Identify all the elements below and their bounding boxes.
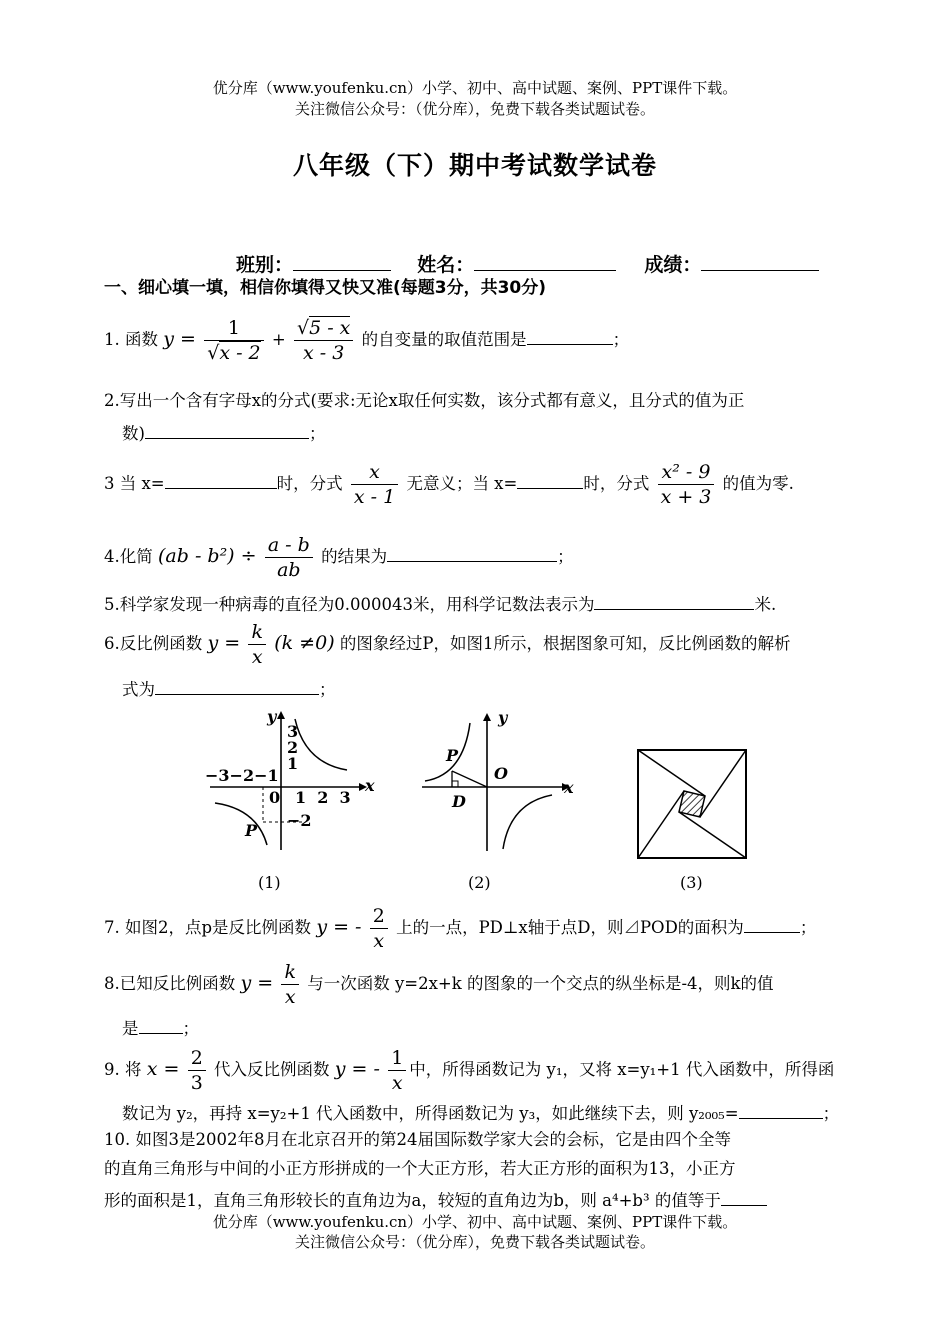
fig3-line-3 <box>679 812 746 858</box>
question-5 <box>104 591 776 616</box>
q9-x-eq: x = <box>146 1058 180 1080</box>
question-8 <box>104 960 774 1009</box>
header-line-1: 优分库（www.youfenku.cn）小学、初中、高中试题、案例、PPT课件下载。 <box>212 79 738 97</box>
class-blank[interactable] <box>293 248 391 271</box>
q1-plus: + <box>271 330 286 349</box>
fig1-origin: 0 <box>269 788 281 807</box>
fig1-y-arrow-icon <box>277 711 285 719</box>
fig1-y-tick-2: 2 <box>287 738 299 757</box>
q3-blank-2[interactable] <box>517 470 583 489</box>
q8-end: ； <box>182 1019 199 1038</box>
q1-suffix: 的自变量的取值范围是 <box>361 330 527 349</box>
q1-frac1-num: 1 <box>204 316 263 341</box>
figure-3-caption: (3) <box>680 873 703 892</box>
q4-frac-den: ab <box>277 559 301 581</box>
footer-line-1: 优分库（www.youfenku.cn）小学、初中、高中试题、案例、PPT课件下载。 <box>212 1213 738 1231</box>
q7-end: ； <box>799 918 817 937</box>
q6-frac-num: k <box>248 620 266 645</box>
q6-prefix: 6.反比例函数 <box>104 634 203 653</box>
q8-prefix: 8.已知反比例函数 <box>104 974 236 993</box>
q9-end: ； <box>822 1104 840 1123</box>
q4-answer-blank[interactable] <box>387 543 557 562</box>
q9-prefix: 9. 将 <box>104 1060 142 1079</box>
q1-frac1-den: √x - 2 <box>207 342 261 364</box>
q6-suffix: 的图象经过P，如图1所示，根据图象可知，反比例函数的解析 <box>339 634 791 653</box>
fig2-y-arrow-icon <box>483 713 491 721</box>
q6-cond: (k ≠0) <box>274 632 335 654</box>
q9-fraction-1 <box>188 1046 206 1095</box>
q4-fraction <box>265 533 313 582</box>
fig2-right-angle-mark <box>452 781 458 787</box>
fig1-curve-q1 <box>295 719 347 770</box>
q1-y-eq: y = <box>163 328 196 350</box>
question-8-line-2 <box>122 1015 199 1040</box>
class-label: 班别： <box>236 254 294 276</box>
q2-end: ； <box>308 424 326 443</box>
q3-frac1-num: x <box>351 460 398 485</box>
q1-end: ； <box>612 330 630 349</box>
fig1-x-pos-ticks: 1 2 3 <box>295 788 351 807</box>
question-4 <box>104 533 574 582</box>
q1-frac1-den-radicand: x - 2 <box>219 342 261 364</box>
score-label: 成绩： <box>644 254 702 276</box>
q2-line2: 数) <box>122 424 145 443</box>
q7-frac-num: 2 <box>370 904 388 929</box>
q9-fraction-2 <box>388 1046 406 1095</box>
q7-y-eq: y = - <box>316 916 362 938</box>
fig3-line-2 <box>700 750 746 817</box>
q7-frac-den: x <box>373 930 385 952</box>
figure-1-caption: (1) <box>258 873 281 892</box>
q7-prefix: 7. 如图2，点p是反比例函数 <box>104 918 312 937</box>
footer-line-2: 关注微信公众号：（优分库），免费下载各类试题试卷。 <box>294 1233 655 1251</box>
q4-frac-num: a - b <box>265 533 313 558</box>
q6-line2: 式为 <box>122 680 155 699</box>
q1-frac2-num: √5 - x <box>294 316 353 341</box>
question-6 <box>104 620 790 669</box>
q6-frac-den: x <box>251 646 263 668</box>
q4-suffix: 的结果为 <box>321 547 388 566</box>
fig2-origin-o: O <box>494 764 508 783</box>
question-10-line-3 <box>104 1187 767 1212</box>
q3-frac2-num: x² - 9 <box>658 460 715 485</box>
figure-3 <box>634 746 750 862</box>
q9-frac1-num: 2 <box>188 1046 206 1071</box>
page-title: 八年级（下）期中考试数学试卷 <box>292 151 657 180</box>
q7-fraction <box>370 904 388 953</box>
fig1-y-neg-tick: −2 <box>287 811 312 830</box>
q1-fraction-2 <box>294 316 353 365</box>
q7-suffix: 上的一点，PD⊥x轴于点D，则⊿POD的面积为 <box>396 918 744 937</box>
q1-fraction-1 <box>204 316 263 365</box>
fig1-x-label: x <box>365 776 375 795</box>
q3-d: 时，分式 <box>583 474 650 493</box>
name-blank[interactable] <box>474 248 616 271</box>
question-1 <box>104 316 629 365</box>
q8-line2: 是 <box>122 1019 139 1038</box>
q8-frac-den: x <box>284 986 296 1008</box>
question-10-line-2: 的直角三角形与中间的小正方形拼成的一个大正方形，若大正方形的面积为13，小正方 <box>104 1159 736 1178</box>
question-10-line-1: 10. 如图3是2002年8月在北京召开的第24届国际数学家大会的会标，它是由四个全等 <box>104 1130 731 1149</box>
section-1-heading: 一、细心填一填，相信你填得又快又准(每题3分，共30分) <box>104 278 547 298</box>
q8-frac-num: k <box>281 960 299 985</box>
q4-end: ； <box>557 547 574 566</box>
fig2-x-label: x <box>564 778 574 797</box>
question-9-line-2 <box>122 1100 839 1125</box>
fig3-inner-square <box>679 791 705 817</box>
q7-answer-blank[interactable] <box>744 914 800 933</box>
question-2-line-1: 2.写出一个含有字母x的分式(要求:无论x取任何实数，该分式都有意义，且分式的值为正 <box>104 391 745 410</box>
fig1-curve-q3 <box>215 803 267 845</box>
q3-a: 3 当 x= <box>104 474 165 493</box>
q9-answer-blank[interactable] <box>739 1100 823 1119</box>
q9-suffix: 中，所得函数记为 y₁，又将 x=y₁+1 代入函数中，所得函 <box>409 1060 835 1079</box>
score-blank[interactable] <box>701 248 819 271</box>
student-info-row <box>236 248 819 277</box>
q6-y-eq: y = <box>207 632 241 654</box>
q9-frac2-den: x <box>391 1072 403 1094</box>
fig1-point-p: P <box>245 821 258 840</box>
figure-2-caption: (2) <box>468 873 491 892</box>
q6-end: ； <box>319 680 336 699</box>
q3-frac1-den: x - 1 <box>353 486 396 508</box>
q1-answer-blank[interactable] <box>527 326 613 345</box>
q3-fraction-2 <box>658 460 715 509</box>
fig2-y-label: y <box>498 708 508 727</box>
q10-answer-blank[interactable] <box>721 1187 767 1206</box>
fig3-line-4 <box>638 791 684 858</box>
q2-answer-blank[interactable] <box>145 420 309 439</box>
q1-prefix: 1. 函数 <box>104 330 158 349</box>
q1-frac2-den: x - 3 <box>303 342 345 364</box>
q3-frac2-den: x + 3 <box>660 486 712 508</box>
q1-frac2-num-radicand: 5 - x <box>309 317 351 339</box>
q5-answer-blank[interactable] <box>594 591 754 610</box>
q9-y-eq: y = - <box>334 1058 380 1080</box>
q5-end: 米. <box>754 595 777 614</box>
fig2-curve-q4 <box>503 795 552 849</box>
question-3 <box>104 460 794 509</box>
fig3-line-1 <box>638 750 705 796</box>
q8-answer-blank[interactable] <box>139 1015 183 1034</box>
q9-line2: 数记为 y₂，再持 x=y₂+1 代入函数中，所得函数记为 y₃，如此继续下去，则 y₂₀₀₅= <box>122 1104 739 1123</box>
q9-mid: 代入反比例函数 <box>214 1060 330 1079</box>
q4-expr: (ab - b²) ÷ <box>158 545 257 567</box>
fig1-y-label: y <box>267 707 277 726</box>
q8-suffix: 与一次函数 y=2x+k 的图象的一个交点的纵坐标是-4，则k的值 <box>307 974 774 993</box>
figure-1 <box>205 705 375 855</box>
q9-frac1-den: 3 <box>190 1072 203 1094</box>
question-7 <box>104 904 816 953</box>
q3-e: 的值为零. <box>722 474 794 493</box>
q9-frac2-num: 1 <box>388 1046 406 1071</box>
fig2-point-d: D <box>452 792 466 811</box>
question-9 <box>104 1046 834 1095</box>
q3-b: 时，分式 <box>276 474 343 493</box>
header-line-2: 关注微信公众号：（优分库），免费下载各类试题试卷。 <box>294 100 655 118</box>
q10-line3: 形的面积是1，直角三角形较长的直角边为a，较短的直角边为b，则 a⁴+b³ 的值等于 <box>104 1191 721 1210</box>
q6-fraction <box>248 620 266 669</box>
q5-text: 5.科学家发现一种病毒的直径为0.000043米，用科学记数法表示为 <box>104 595 595 614</box>
q3-blank-1[interactable] <box>165 470 277 489</box>
fig1-x-neg-ticks: −3−2−1 <box>205 766 279 785</box>
fig2-point-p: P <box>446 746 459 765</box>
q3-c: 无意义；当 x= <box>406 474 518 493</box>
q6-answer-blank[interactable] <box>155 676 319 695</box>
q8-fraction <box>281 960 299 1009</box>
name-label: 姓名： <box>417 254 475 276</box>
fig1-y-tick-1: 1 <box>287 754 299 773</box>
fig1-y-tick-3: 3 <box>287 722 299 741</box>
q4-prefix: 4.化简 <box>104 547 153 566</box>
q8-y-eq: y = <box>240 972 274 994</box>
fig2-segment-po <box>452 771 487 787</box>
question-2-line-2 <box>122 420 325 445</box>
q3-fraction-1 <box>351 460 398 509</box>
figure-2 <box>418 705 578 855</box>
question-6-line-2 <box>122 676 336 701</box>
